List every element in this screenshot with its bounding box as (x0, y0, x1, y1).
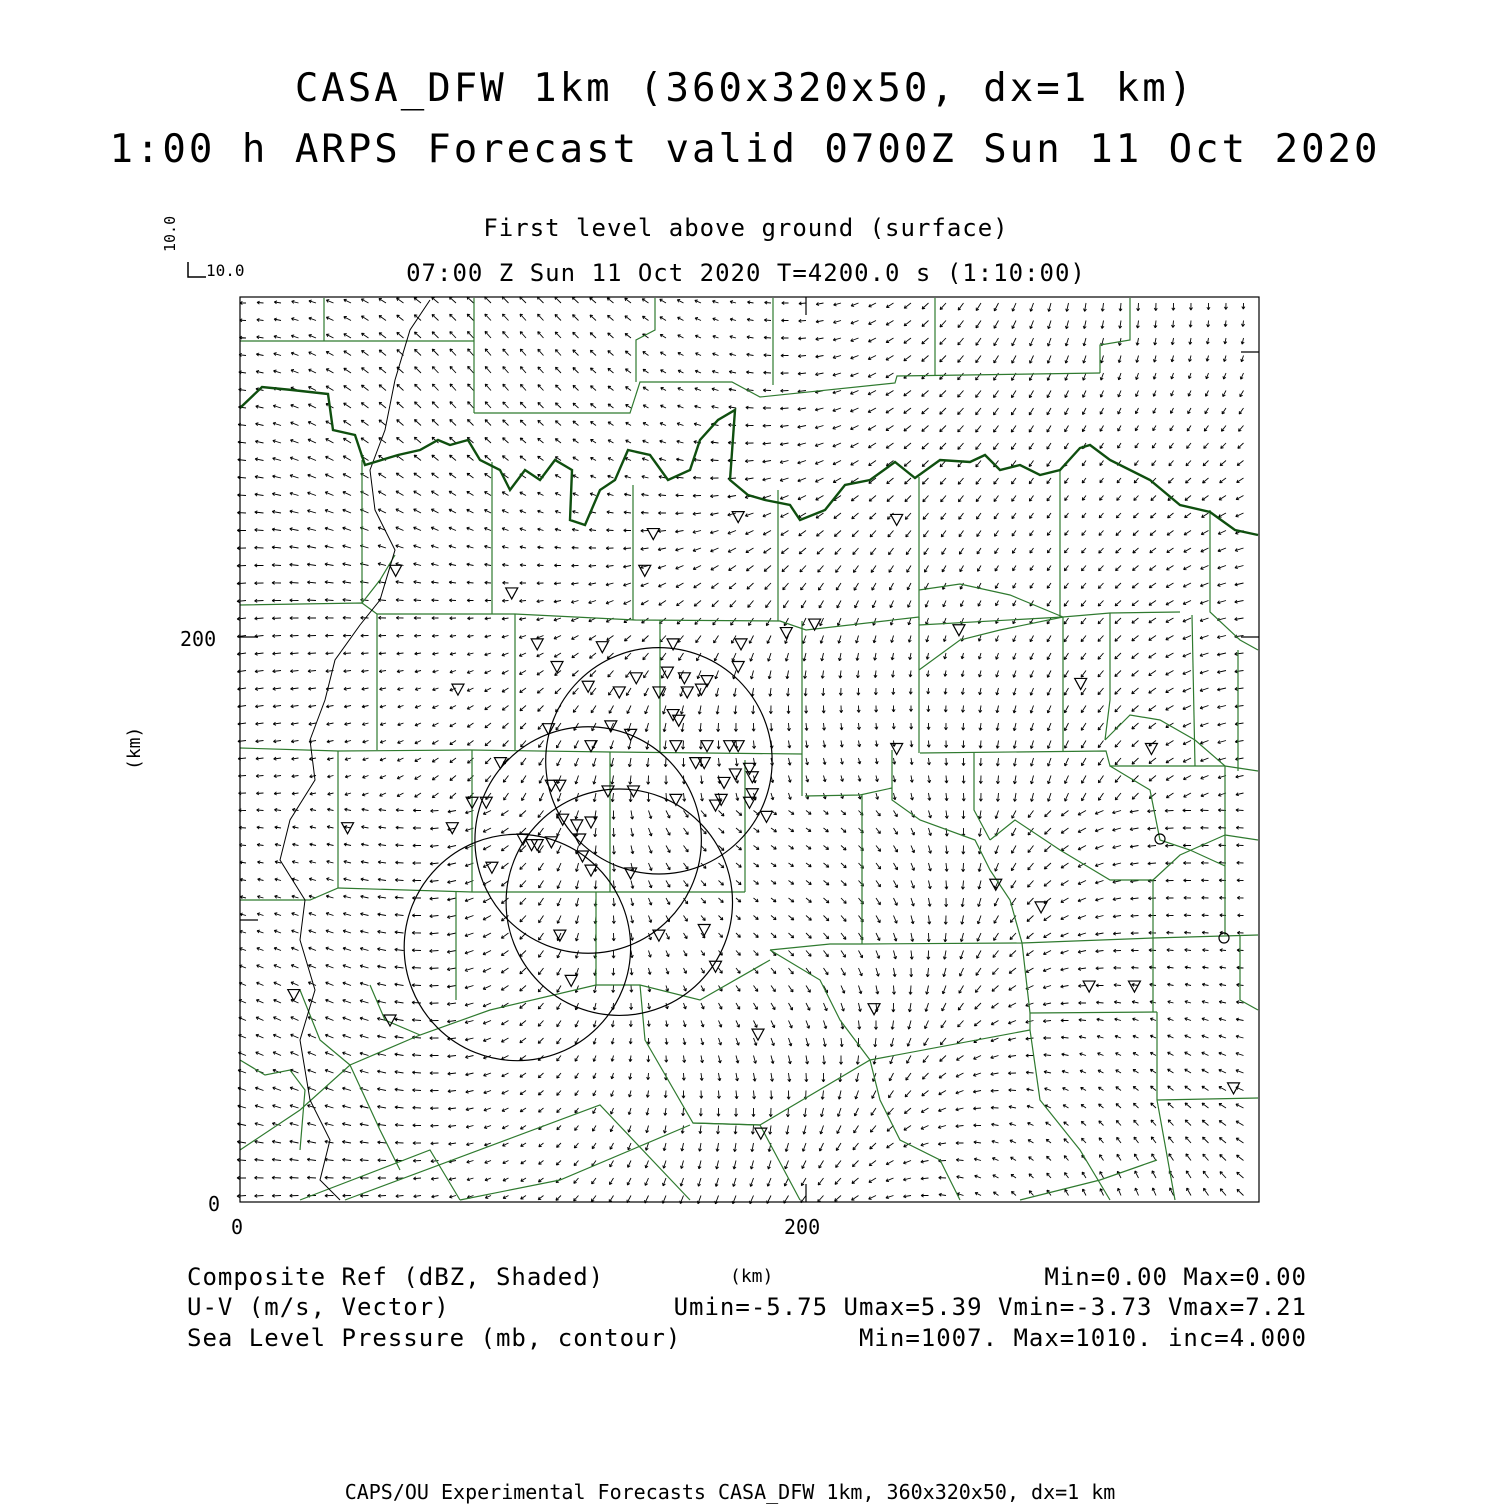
county-line (300, 1150, 460, 1200)
station-marker (698, 925, 710, 936)
county-line (1210, 510, 1258, 650)
county-boundaries (240, 298, 1258, 1200)
county-line (974, 753, 990, 840)
county-line (338, 888, 745, 892)
x-tick-0: 0 (231, 1215, 244, 1239)
station-marker (582, 681, 594, 692)
station-marker (565, 975, 577, 986)
plot-title-line-1: CASA_DFW 1km (360x320x50, dx=1 km) (294, 66, 1196, 111)
station-marker (647, 529, 659, 540)
station-marker (953, 625, 965, 636)
legend-stats-pressure: Min=1007. Max=1010. inc=4.000 (858, 1324, 1307, 1352)
vector-reference-icon (188, 262, 206, 277)
station-marker (698, 758, 710, 769)
county-line (770, 944, 862, 950)
x-tick-200: 200 (784, 1215, 821, 1239)
radar-range-ring (546, 648, 772, 874)
station-marker (746, 772, 758, 783)
county-line (1110, 766, 1225, 866)
station-marker (732, 661, 744, 672)
station-marker (891, 514, 903, 525)
station-marker (724, 741, 736, 752)
station-marker (630, 673, 642, 684)
station-marker (506, 588, 518, 599)
station-marker (571, 820, 583, 831)
y-axis-label: (km) (124, 726, 145, 770)
county-line (805, 788, 892, 796)
x-axis-label: (km) (730, 1266, 774, 1287)
county-line (920, 751, 1258, 771)
axis-ticks (240, 297, 1259, 1202)
y-tick-0: 0 (208, 1192, 221, 1216)
station-marker (1075, 678, 1087, 689)
radar-range-ring (404, 834, 630, 1060)
level-subtitle: First level above ground (surface) (483, 214, 1009, 242)
station-marker (1083, 981, 1095, 992)
radar-range-ring (506, 789, 732, 1015)
legend-field-pressure: Sea Level Pressure (mb, contour) (187, 1324, 682, 1352)
county-line (770, 950, 870, 1060)
y-tick-200: 200 (180, 627, 217, 651)
county-line (1192, 615, 1195, 766)
station-marker (531, 639, 543, 650)
station-marker (735, 639, 747, 650)
station-marker (596, 642, 608, 653)
county-line (1157, 1012, 1175, 1200)
county-line (474, 373, 1100, 413)
station-marker (695, 684, 707, 695)
station-marker (1128, 981, 1140, 992)
county-line (350, 1065, 400, 1170)
station-marker (661, 667, 673, 678)
county-line (870, 1060, 960, 1200)
station-marker (452, 684, 464, 695)
station-marker (670, 741, 682, 752)
county-line (370, 985, 420, 1035)
station-marker (701, 741, 713, 752)
county-line (990, 870, 1030, 1013)
station-marker (653, 687, 665, 698)
county-line (240, 960, 770, 1150)
station-markers (288, 512, 1240, 1140)
county-line (345, 1105, 690, 1200)
station-marker (760, 811, 772, 822)
county-line (1030, 1013, 1110, 1200)
station-marker (342, 823, 354, 834)
county-line (1240, 935, 1258, 1010)
plot-frame (240, 297, 1259, 1202)
station-marker (602, 786, 614, 797)
county-line (990, 820, 1153, 880)
county-line (1105, 613, 1110, 740)
station-marker (446, 823, 458, 834)
county-line (240, 888, 338, 900)
legend-stats-ref: Min=0.00 Max=0.00 (1044, 1263, 1307, 1291)
plot-title-line-2: 1:00 h ARPS Forecast valid 0700Z Sun 11 Oct 2020 (109, 127, 1381, 172)
legend-field-ref: Composite Ref (dBZ, Shaded) (187, 1263, 605, 1291)
station-marker (732, 741, 744, 752)
county-line (362, 555, 395, 603)
county-line (862, 935, 1258, 944)
county-line (892, 750, 990, 870)
county-line (919, 584, 1063, 617)
vector-reference-v-label: 10.0 (161, 215, 179, 252)
county-line (919, 617, 1063, 670)
station-marker (690, 758, 702, 769)
station-marker (613, 687, 625, 698)
radar-range-rings (404, 648, 772, 1061)
legend-field-wind: U-V (m/s, Vector) (187, 1293, 450, 1321)
vector-reference-u-label: 10.0 (206, 261, 245, 280)
radar-range-ring (475, 727, 701, 953)
footer-credit: CAPS/OU Experimental Forecasts CASA_DFW 1km, 360x320x50, dx=1 km (344, 1480, 1116, 1504)
county-line (300, 990, 350, 1065)
county-line (1225, 835, 1258, 840)
station-marker (1145, 744, 1157, 755)
legend-stats-wind: Umin=-5.75 Umax=5.39 Vmin=-3.73 Vmax=7.21 (673, 1293, 1307, 1321)
station-marker (627, 786, 639, 797)
station-marker (486, 862, 498, 873)
county-line (1030, 1012, 1157, 1013)
county-line (1157, 1098, 1258, 1100)
county-line (1020, 1160, 1157, 1200)
station-marker (780, 628, 792, 639)
county-line (460, 1125, 690, 1200)
county-line (760, 1030, 1030, 1125)
station-marker (390, 565, 402, 576)
time-subtitle: 07:00 Z Sun 11 Oct 2020 T=4200.0 s (1:10:00) (406, 259, 1086, 287)
city-marker (1219, 933, 1229, 943)
station-marker (729, 769, 741, 780)
